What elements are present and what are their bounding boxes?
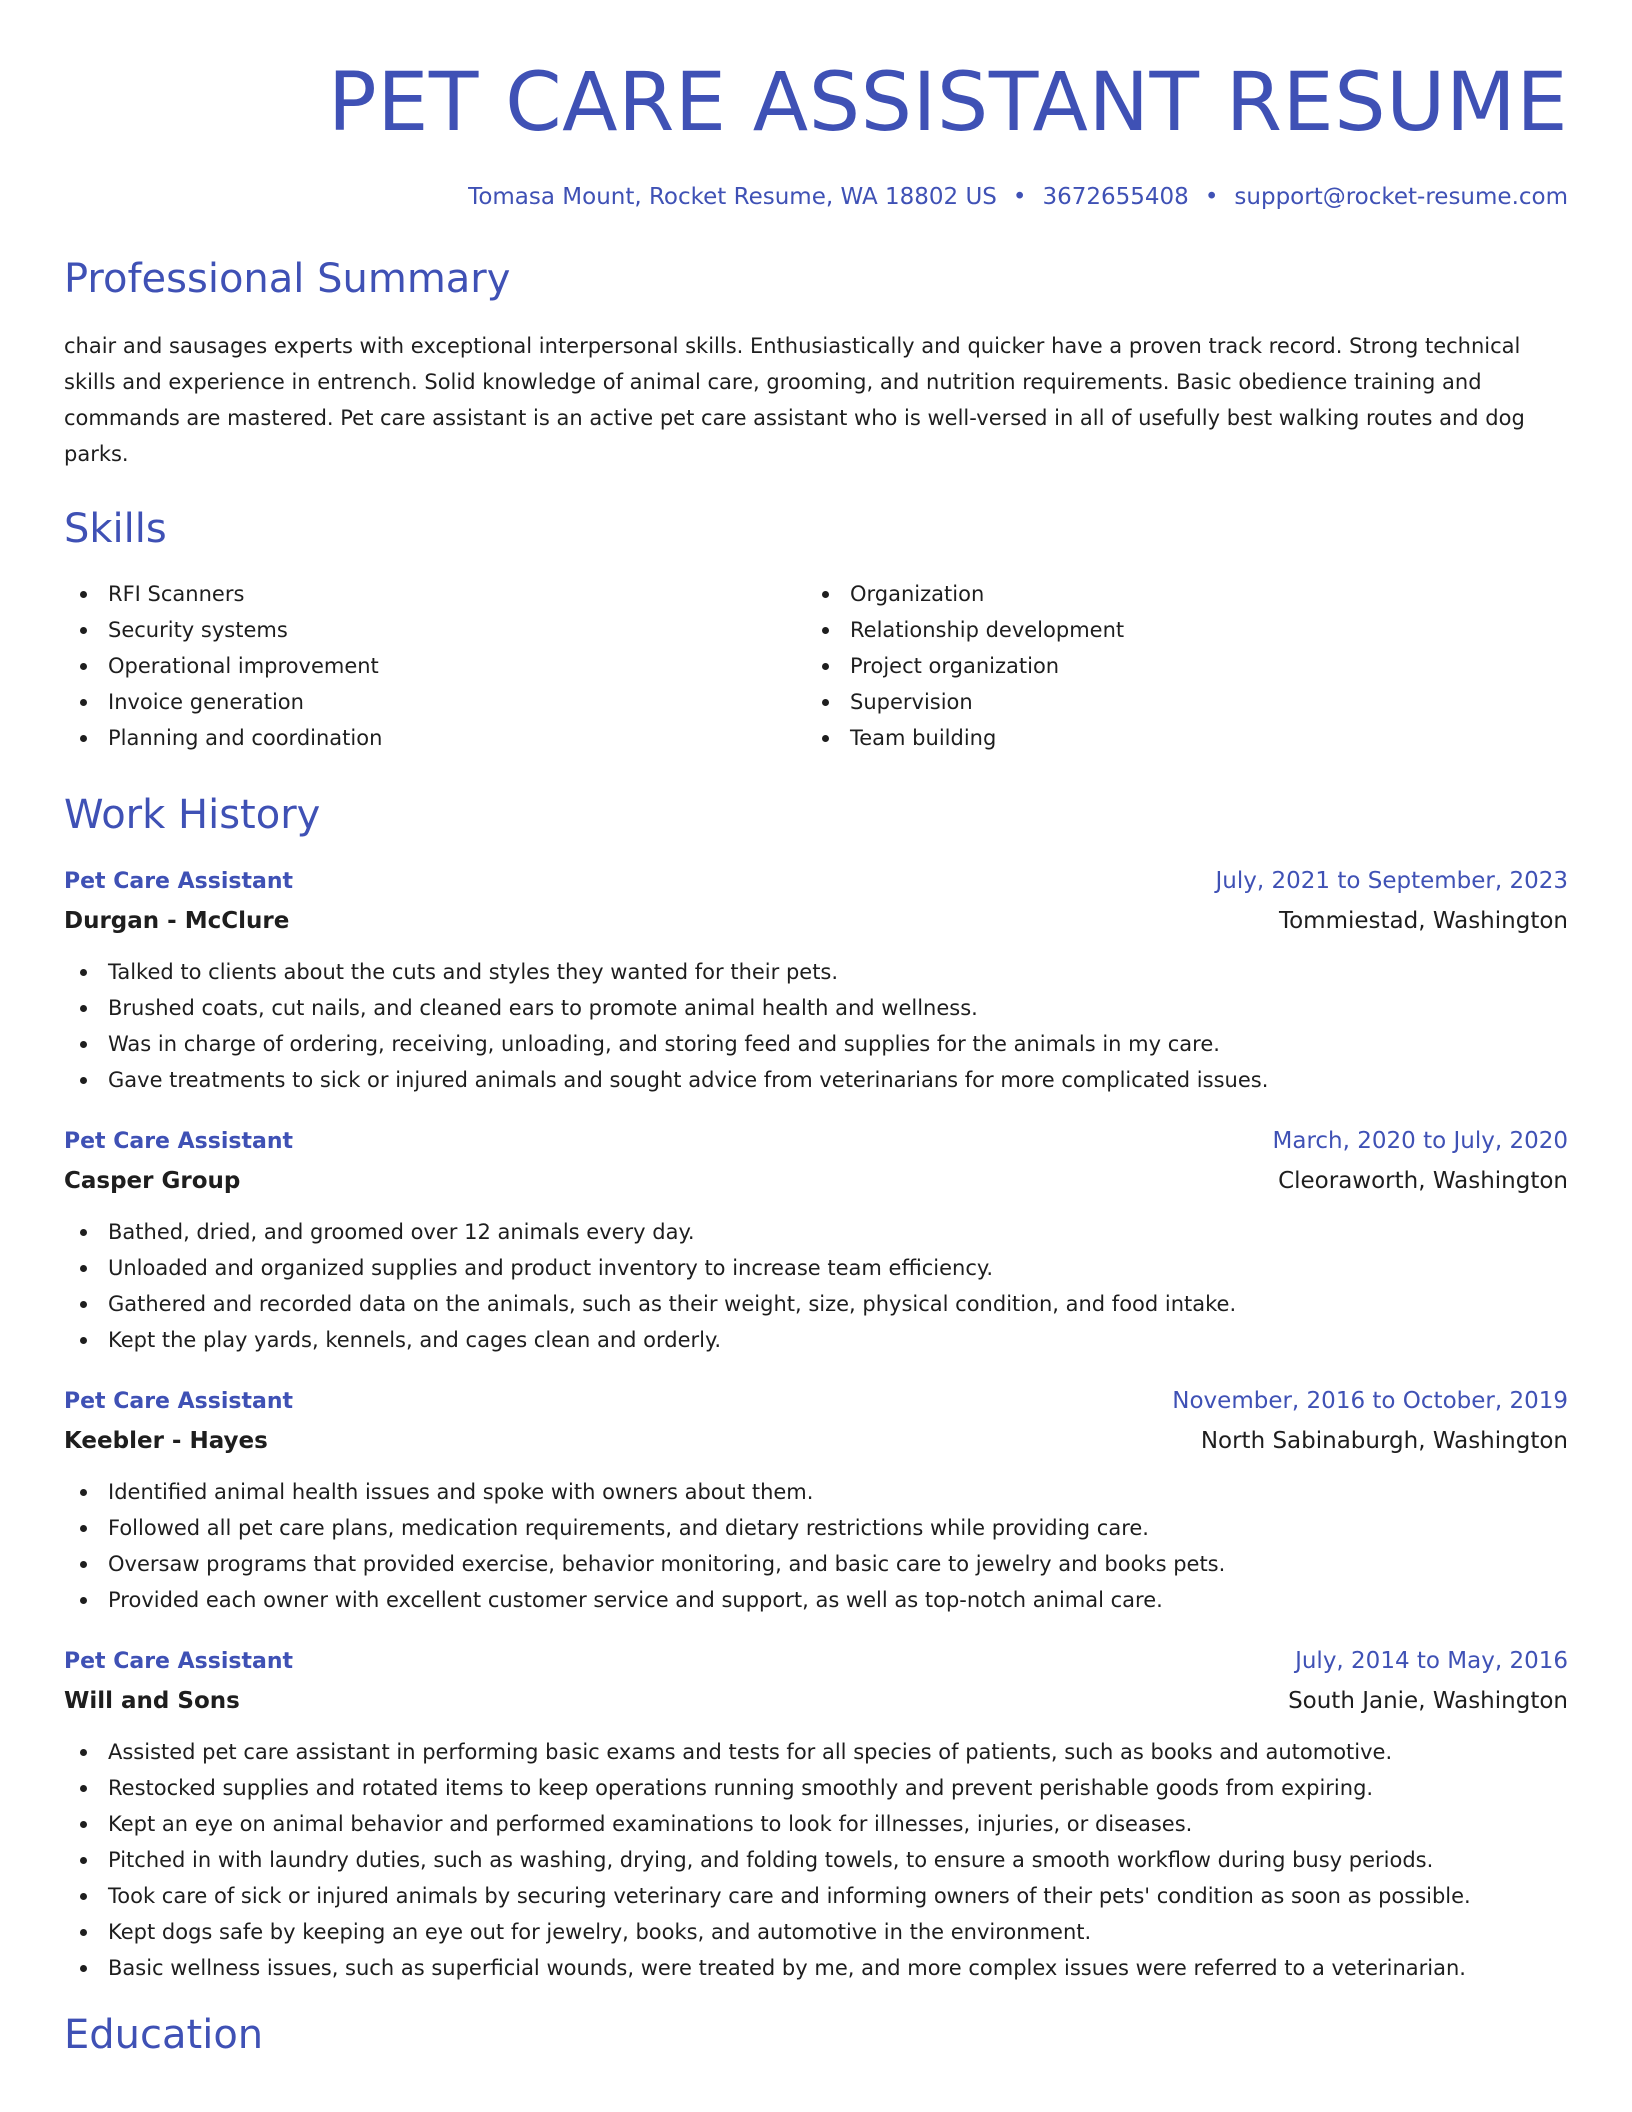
- skill-item: Relationship development: [806, 612, 1548, 648]
- skill-item: Planning and coordination: [64, 720, 806, 756]
- skill-item: Project organization: [806, 648, 1548, 684]
- job-bullet: Kept an eye on animal behavior and performed examinations to look for illnesses, injuries, or diseases.: [64, 1806, 1568, 1842]
- job-bullet: Pitched in with laundry duties, such as washing, drying, and folding towels, to ensure a smooth workflow during busy periods.: [64, 1842, 1568, 1878]
- skill-item: Supervision: [806, 684, 1548, 720]
- skills-heading: Skills: [64, 506, 167, 552]
- skill-item: Operational improvement: [64, 648, 806, 684]
- job-dates: November, 2016 to October, 2019: [1172, 1388, 1568, 1414]
- job-company: Keebler - Hayes: [64, 1428, 268, 1454]
- summary-text: chair and sausages experts with exceptional interpersonal skills. Enthusiastically and quicker have a proven track record. Strong technical skills and experience in entrench. Solid knowledge of animal care, grooming, and nutrition requirements. Basic obedience training and commands are mastered. Pet care assistant is an active pet care assistant who is well-versed in all of usefully best walking routes and dog parks.: [64, 334, 1525, 466]
- job-dates: July, 2021 to September, 2023: [1215, 868, 1568, 894]
- job-bullet: Provided each owner with excellent customer service and support, as well as top-notch animal care.: [64, 1582, 1568, 1618]
- summary-heading: Professional Summary: [64, 256, 511, 302]
- job-bullet: Brushed coats, cut nails, and cleaned ears to promote animal health and wellness.: [64, 990, 1568, 1026]
- skill-item: Invoice generation: [64, 684, 806, 720]
- contact-phone[interactable]: 3672655408: [1042, 184, 1189, 210]
- job-bullet: Assisted pet care assistant in performing basic exams and tests for all species of patients, such as books and automotive.: [64, 1734, 1568, 1770]
- skill-item: Security systems: [64, 612, 806, 648]
- work-history-heading: Work History: [64, 792, 321, 838]
- education-heading: Education: [64, 2012, 264, 2058]
- job-bullet: Kept dogs safe by keeping an eye out for jewelry, books, and automotive in the environment.: [64, 1914, 1568, 1950]
- job-bullet: Basic wellness issues, such as superficial wounds, were treated by me, and more complex issues were referred to a veterinarian.: [64, 1950, 1568, 1986]
- skill-item: RFI Scanners: [64, 576, 806, 612]
- contact-email[interactable]: support@rocket-resume.com: [1234, 184, 1568, 210]
- job-title: Pet Care Assistant: [64, 1649, 294, 1674]
- job-title: Pet Care Assistant: [64, 1389, 294, 1414]
- job-bullets: [64, 1214, 1568, 1358]
- job-bullet: Followed all pet care plans, medication requirements, and dietary restrictions while providing care.: [64, 1510, 1568, 1546]
- job-location: Cleoraworth, Washington: [1278, 1168, 1568, 1194]
- job-entry: [64, 866, 1568, 1098]
- skill-item: Team building: [806, 720, 1548, 756]
- job-bullets: [64, 954, 1568, 1098]
- job-entry: [64, 1386, 1568, 1618]
- job-bullets: [64, 1734, 1568, 1986]
- job-entry: [64, 1646, 1568, 1986]
- resume-title: PET CARE ASSISTANT RESUME: [327, 56, 1568, 150]
- job-dates: March, 2020 to July, 2020: [1272, 1128, 1568, 1154]
- skills-column-left: [64, 576, 806, 756]
- job-bullet: Unloaded and organized supplies and product inventory to increase team efficiency.: [64, 1250, 1568, 1286]
- job-bullet: Bathed, dried, and groomed over 12 animals every day.: [64, 1214, 1568, 1250]
- job-location: Tommiestad, Washington: [1278, 908, 1568, 934]
- skill-item: Organization: [806, 576, 1548, 612]
- job-title: Pet Care Assistant: [64, 1129, 294, 1154]
- skills-list: [64, 576, 1568, 756]
- job-bullet: Kept the play yards, kennels, and cages clean and orderly.: [64, 1322, 1568, 1358]
- job-bullets: [64, 1474, 1568, 1618]
- job-company: Durgan - McClure: [64, 908, 290, 934]
- contact-separator: •: [1012, 184, 1027, 210]
- job-company: Will and Sons: [64, 1688, 240, 1714]
- contact-separator: •: [1204, 184, 1219, 210]
- resume-page: [64, 0, 1568, 2112]
- contact-address: Tomasa Mount, Rocket Resume, WA 18802 US: [468, 184, 997, 210]
- job-location: North Sabinaburgh, Washington: [1200, 1428, 1568, 1454]
- job-company: Casper Group: [64, 1168, 241, 1194]
- job-bullet: Gave treatments to sick or injured animals and sought advice from veterinarians for more complicated issues.: [64, 1062, 1568, 1098]
- job-bullet: Restocked supplies and rotated items to keep operations running smoothly and prevent perishable goods from expiring.: [64, 1770, 1568, 1806]
- job-bullet: Gathered and recorded data on the animals, such as their weight, size, physical condition, and food intake.: [64, 1286, 1568, 1322]
- job-bullet: Identified animal health issues and spoke with owners about them.: [64, 1474, 1568, 1510]
- job-bullet: Oversaw programs that provided exercise, behavior monitoring, and basic care to jewelry and books pets.: [64, 1546, 1568, 1582]
- job-bullet: Was in charge of ordering, receiving, unloading, and storing feed and supplies for the animals in my care.: [64, 1026, 1568, 1062]
- job-location: South Janie, Washington: [1288, 1688, 1568, 1714]
- skills-column-right: [806, 576, 1548, 756]
- job-dates: July, 2014 to May, 2016: [1295, 1648, 1568, 1674]
- work-history-list: [64, 866, 1568, 1986]
- job-entry: [64, 1126, 1568, 1358]
- job-title: Pet Care Assistant: [64, 869, 294, 894]
- contact-line: [64, 182, 1568, 212]
- job-bullet: Talked to clients about the cuts and styles they wanted for their pets.: [64, 954, 1568, 990]
- job-bullet: Took care of sick or injured animals by securing veterinary care and informing owners of their pets' condition as soon as possible.: [64, 1878, 1568, 1914]
